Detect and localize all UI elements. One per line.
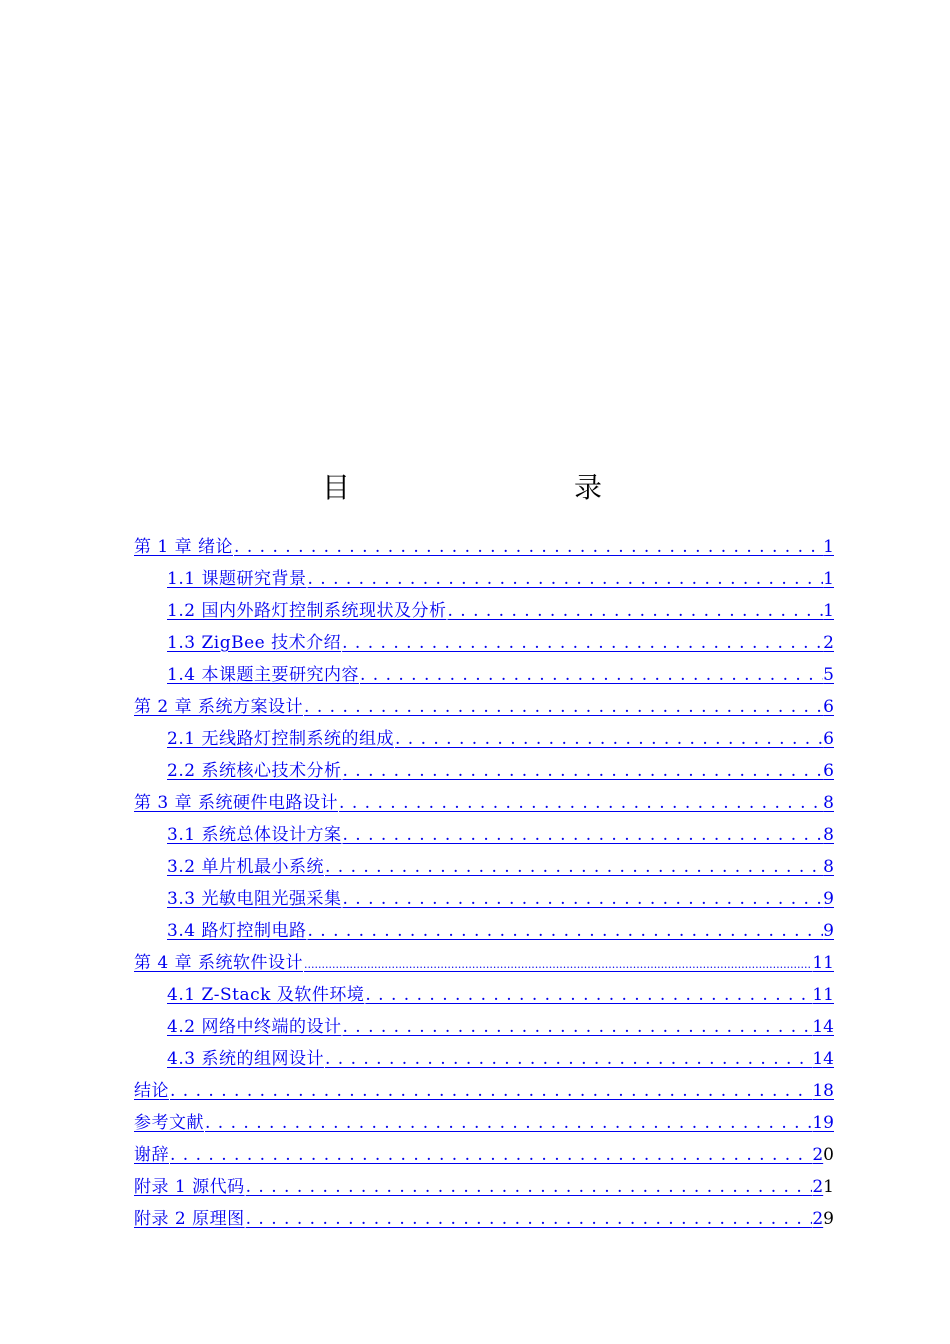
toc-entry-page-unlinked: 9 bbox=[823, 1209, 834, 1229]
toc-entry-page: 8 bbox=[823, 793, 834, 813]
toc-entry-label: 1.2 国内外路灯控制系统现状及分析 bbox=[167, 601, 447, 621]
toc-entry-label: 第 4 章 系统软件设计 bbox=[134, 953, 304, 973]
toc-leader-dots bbox=[306, 921, 823, 941]
toc-entry-3-2[interactable] bbox=[134, 852, 834, 884]
toc-entry-label: 1.3 ZigBee 技术介绍 bbox=[167, 633, 342, 653]
toc-entry-4-2[interactable] bbox=[134, 1012, 834, 1044]
toc-entry-page: 1 bbox=[823, 569, 834, 589]
toc-entry-label: 谢辞 bbox=[134, 1145, 169, 1165]
toc-entry-label: 结论 bbox=[134, 1081, 169, 1101]
toc-entry-acknowledgements[interactable] bbox=[134, 1140, 834, 1172]
toc-entry-2-2[interactable] bbox=[134, 756, 834, 788]
toc-entry-page: 18 bbox=[812, 1081, 834, 1101]
toc-entry-page bbox=[812, 1177, 834, 1197]
toc-leader-dots bbox=[364, 985, 812, 1005]
toc-leader-dots bbox=[204, 1113, 812, 1133]
toc-entry-page: 11 bbox=[812, 985, 834, 1005]
toc-leader-dots bbox=[306, 569, 823, 589]
toc-entry-references[interactable] bbox=[134, 1108, 834, 1140]
toc-entry-appendix-2[interactable] bbox=[134, 1204, 834, 1236]
table-of-contents bbox=[134, 532, 834, 1236]
toc-entry-label: 第 1 章 绪论 bbox=[134, 537, 234, 557]
toc-entry-page-unlinked: 1 bbox=[823, 1177, 834, 1197]
toc-entry-page: 6 bbox=[823, 729, 834, 749]
toc-entry-chapter-2[interactable] bbox=[134, 692, 834, 724]
toc-entry-page: 1 bbox=[823, 537, 834, 557]
toc-entry-page: 14 bbox=[812, 1049, 834, 1069]
toc-leader-dots bbox=[338, 793, 823, 813]
toc-leader-dots bbox=[169, 1145, 812, 1165]
toc-entry-page: 5 bbox=[823, 665, 834, 685]
toc-title: 目 录 bbox=[321, 471, 658, 504]
toc-entry-label: 1.4 本课题主要研究内容 bbox=[167, 665, 359, 685]
toc-entry-page-unlinked: 0 bbox=[823, 1145, 834, 1165]
toc-entry-4-1[interactable] bbox=[134, 980, 834, 1012]
toc-leader-dots bbox=[341, 825, 823, 845]
toc-entry-label: 第 3 章 系统硬件电路设计 bbox=[134, 793, 339, 813]
toc-entry-page: 9 bbox=[823, 921, 834, 941]
toc-leader-dots bbox=[394, 729, 823, 749]
toc-entry-1-3[interactable] bbox=[134, 628, 834, 660]
toc-entry-3-3[interactable] bbox=[134, 884, 834, 916]
toc-entry-label: 附录 1 源代码 bbox=[134, 1177, 245, 1197]
toc-leader-dots bbox=[245, 1177, 813, 1197]
toc-entry-label: 4.1 Z-Stack 及软件环境 bbox=[167, 985, 365, 1005]
toc-leader-dots bbox=[359, 665, 823, 685]
toc-entry-label: 2.1 无线路灯控制系统的组成 bbox=[167, 729, 394, 749]
toc-leader-dots bbox=[245, 1209, 813, 1229]
toc-entry-label: 3.4 路灯控制电路 bbox=[167, 921, 307, 941]
toc-entry-1-1[interactable] bbox=[134, 564, 834, 596]
toc-entry-3-1[interactable] bbox=[134, 820, 834, 852]
toc-entry-label: 参考文献 bbox=[134, 1113, 204, 1133]
toc-entry-page: 11 bbox=[812, 953, 834, 973]
toc-entry-3-4[interactable] bbox=[134, 916, 834, 948]
toc-entry-page: 8 bbox=[823, 825, 834, 845]
toc-entry-page: 1 bbox=[823, 601, 834, 621]
toc-entry-label: 1.1 课题研究背景 bbox=[167, 569, 307, 589]
toc-entry-chapter-4[interactable] bbox=[134, 948, 834, 980]
toc-entry-4-3[interactable] bbox=[134, 1044, 834, 1076]
toc-entry-page-linked: 2 bbox=[812, 1209, 824, 1229]
toc-entry-page bbox=[812, 1145, 834, 1165]
toc-entry-label: 3.3 光敏电阻光强采集 bbox=[167, 889, 342, 909]
toc-entry-page bbox=[812, 1209, 834, 1229]
toc-leader-dots bbox=[446, 601, 823, 621]
toc-leader-dots bbox=[303, 953, 812, 973]
toc-leader-dots bbox=[324, 857, 823, 877]
toc-entry-label: 附录 2 原理图 bbox=[134, 1209, 245, 1229]
toc-leader-dots bbox=[341, 761, 823, 781]
toc-leader-dots bbox=[341, 1017, 812, 1037]
toc-entry-chapter-1[interactable] bbox=[134, 532, 834, 564]
toc-entry-label: 2.2 系统核心技术分析 bbox=[167, 761, 342, 781]
toc-entry-label: 4.3 系统的组网设计 bbox=[167, 1049, 324, 1069]
toc-entry-appendix-1[interactable] bbox=[134, 1172, 834, 1204]
toc-entry-chapter-3[interactable] bbox=[134, 788, 834, 820]
toc-entry-label: 3.2 单片机最小系统 bbox=[167, 857, 324, 877]
toc-entry-page-linked: 2 bbox=[812, 1145, 824, 1165]
toc-entry-page: 19 bbox=[812, 1113, 834, 1133]
toc-entry-conclusion[interactable] bbox=[134, 1076, 834, 1108]
toc-leader-dots bbox=[324, 1049, 812, 1069]
toc-entry-page: 8 bbox=[823, 857, 834, 877]
toc-entry-page: 6 bbox=[823, 697, 834, 717]
toc-entry-label: 3.1 系统总体设计方案 bbox=[167, 825, 342, 845]
toc-entry-label: 4.2 网络中终端的设计 bbox=[167, 1017, 342, 1037]
toc-entry-1-4[interactable] bbox=[134, 660, 834, 692]
toc-entry-page: 14 bbox=[812, 1017, 834, 1037]
toc-leader-dots bbox=[169, 1081, 812, 1101]
toc-entry-page-linked: 2 bbox=[812, 1177, 824, 1197]
toc-entry-1-2[interactable] bbox=[134, 596, 834, 628]
toc-leader-dots bbox=[341, 633, 823, 653]
toc-entry-2-1[interactable] bbox=[134, 724, 834, 756]
toc-leader-dots bbox=[341, 889, 823, 909]
toc-leader-dots bbox=[303, 697, 823, 717]
toc-entry-page: 6 bbox=[823, 761, 834, 781]
toc-entry-page: 2 bbox=[823, 633, 834, 653]
toc-entry-page: 9 bbox=[823, 889, 834, 909]
toc-entry-label: 第 2 章 系统方案设计 bbox=[134, 697, 304, 717]
toc-leader-dots bbox=[233, 537, 823, 557]
